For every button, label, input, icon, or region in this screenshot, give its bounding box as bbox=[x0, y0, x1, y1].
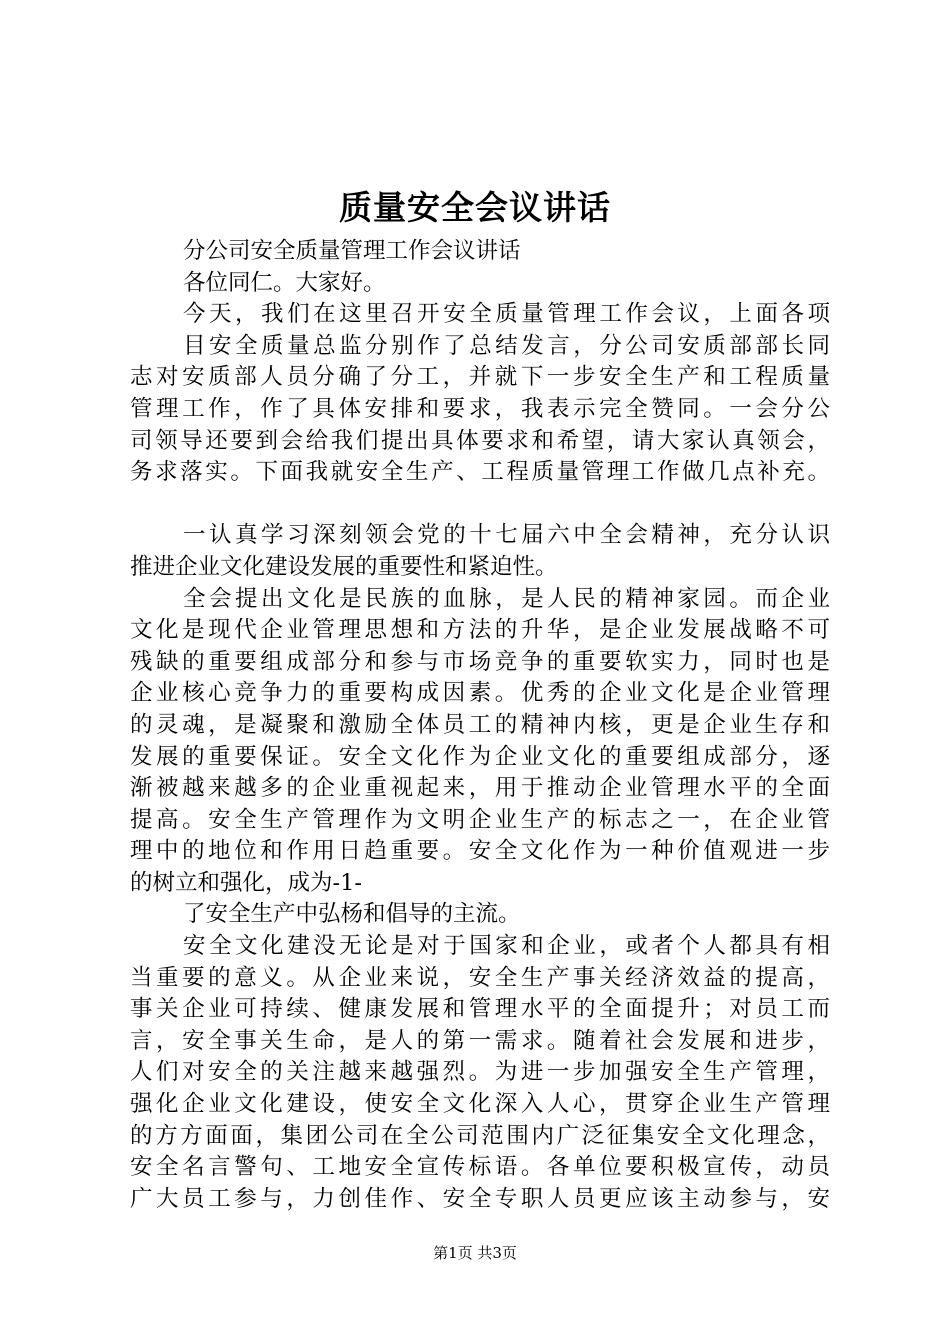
text-line: 当重要的意义。从企业来说，安全生产事关经济效益的提高， bbox=[130, 964, 830, 991]
text-line: 残缺的重要组成部分和参与市场竞争的重要软实力，同时也是 bbox=[130, 648, 830, 675]
document-title: 质量安全会议讲话 bbox=[339, 188, 611, 227]
text-line: 一认真学习深刻领会党的十七届六中全会精神，充分认识 bbox=[183, 522, 830, 549]
text-line: 全会提出文化是民族的血脉，是人民的精神家园。而企业 bbox=[183, 585, 830, 612]
text-line: 发展的重要保证。安全文化作为企业文化的重要组成部分，逐 bbox=[130, 743, 830, 770]
page-number-footer: 第1页 共3页 bbox=[433, 1244, 517, 1262]
text-line: 志对安质部人员分确了分工，并就下一步安全生产和工程质量 bbox=[130, 364, 830, 391]
text-line: 司领导还要到会给我们提出具体要求和希望，请大家认真领会， bbox=[130, 427, 830, 454]
text-line: 务求落实。下面我就安全生产、工程质量管理工作做几点补充。 bbox=[130, 459, 830, 486]
document-body bbox=[130, 236, 830, 1215]
text-line: 文化是现代企业管理思想和方法的升华，是企业发展战略不可 bbox=[130, 617, 830, 644]
text-line: 的方方面面，集团公司在全公司范围内广泛征集安全文化理念， bbox=[130, 1122, 830, 1149]
text-line: 人们对安全的关注越来越强烈。为进一步加强安全生产管理， bbox=[130, 1059, 830, 1086]
text-line: 言，安全事关生命，是人的第一需求。随着社会发展和进步， bbox=[130, 1027, 830, 1054]
blank-line bbox=[130, 489, 830, 521]
text-line: 了安全生产中弘杨和倡导的主流。 bbox=[183, 901, 521, 928]
text-line: 目安全质量总监分别作了总结发言，分公司安质部部长同 bbox=[183, 332, 830, 359]
text-line: 的灵魂，是凝聚和激励全体员工的精神内核，更是企业生存和 bbox=[130, 711, 830, 738]
text-line: 理中的地位和作用日趋重要。安全文化作为一种价值观进一步 bbox=[130, 838, 830, 865]
text-line: 提高。安全生产管理作为文明企业生产的标志之一，在企业管 bbox=[130, 806, 830, 833]
text-line: 强化企业文化建设，使安全文化深入人心，贯穿企业生产管理 bbox=[130, 1091, 830, 1118]
text-line: 分公司安全质量管理工作会议讲话 bbox=[183, 238, 521, 264]
text-line: 渐被越来越多的企业重视起来，用于推动企业管理水平的全面 bbox=[130, 775, 830, 802]
text-line: 安全名言警句、工地安全宣传标语。各单位要积极宣传，动员 bbox=[130, 1154, 830, 1181]
text-line: 今天，我们在这里召开安全质量管理工作会议，上面各项 bbox=[183, 301, 830, 328]
text-line: 的树立和强化，成为-1- bbox=[130, 869, 363, 896]
text-line: 管理工作，作了具体安排和要求，我表示完全赞同。一会分公 bbox=[130, 395, 830, 422]
text-line: 广大员工参与，力创佳作、安全专职人员更应该主动参与，安 bbox=[130, 1185, 830, 1212]
text-line: 企业核心竞争力的重要构成因素。优秀的企业文化是企业管理 bbox=[130, 680, 830, 707]
text-line: 事关企业可持续、健康发展和管理水平的全面提升；对员工而 bbox=[130, 996, 830, 1023]
text-line: 安全文化建没无论是对于国家和企业，或者个人都具有相 bbox=[183, 933, 830, 960]
text-line: 各位同仁。大家好。 bbox=[183, 269, 386, 296]
text-line: 推进企业文化建设发展的重要性和紧迫性。 bbox=[130, 553, 558, 580]
